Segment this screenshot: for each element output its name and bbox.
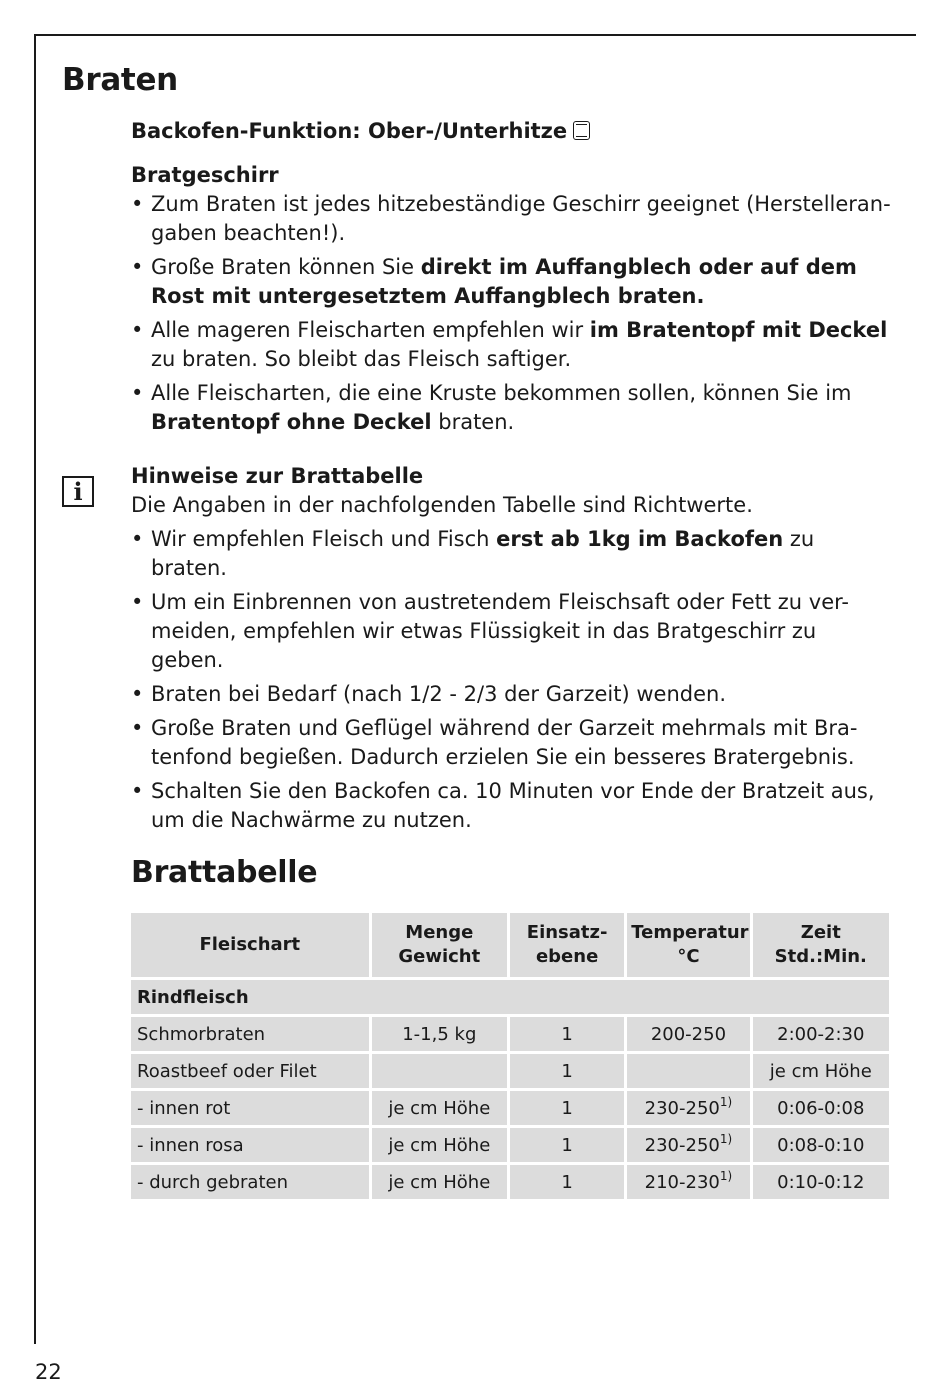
cookware-list <box>131 190 891 437</box>
header-level: Einsatz- ebene <box>510 913 624 977</box>
list-item: • Braten bei Bedarf (nach 1/2 - 2/3 der Garzeit) wenden. <box>131 680 891 709</box>
table-row: Roastbeef oder Filet 1 je cm Höhe <box>131 1054 889 1088</box>
header-temperature: Temperatur °C <box>627 913 749 977</box>
list-item: • Schalten Sie den Backofen ca. 10 Minuten vor Ende der Bratzeit aus, um die Nachwärme zu nutzen. <box>131 777 891 835</box>
frame-top-rule <box>34 34 916 36</box>
header-meat: Fleischart <box>131 913 369 977</box>
footnote-ref: 1) <box>719 1131 733 1146</box>
list-item: • Um ein Einbrennen von austretendem Fleischsaft oder Fett zu ver-meiden, empfehlen wir etwas Flüssigkeit in das Bratgeschirr zu geben. <box>131 588 891 675</box>
table-header-row <box>131 913 889 977</box>
table-row: - innen rosa je cm Höhe 1 230-250$^{1)}$ 0:08-0:10 <box>131 1128 889 1162</box>
table-row: - innen rot je cm Höhe 1 230-250$^{1)}$ 0:06-0:08 <box>131 1091 889 1125</box>
hints-section <box>131 461 891 835</box>
main-content <box>131 116 891 1202</box>
top-bottom-heat-icon <box>573 121 590 140</box>
list-item: • Zum Braten ist jedes hitzebeständige Geschirr geeignet (Herstelleran-gaben beachten!). <box>131 190 891 248</box>
list-item: • Große Braten und Geflügel während der Garzeit mehrmals mit Bra-tenfond begießen. Dadurch erzielen Sie ein besseres Bratergebnis. <box>131 714 891 772</box>
list-item: • Wir empfehlen Fleisch und Fisch erst ab 1kg im Backofen zu braten. <box>131 525 891 583</box>
header-time: Zeit Std.:Min. <box>753 913 889 977</box>
footnote-ref: 1) <box>719 1094 733 1109</box>
oven-function-heading <box>131 116 891 146</box>
hints-intro: Die Angaben in der nachfolgenden Tabelle sind Richtwerte. <box>131 493 753 517</box>
page-title: Braten <box>62 62 178 98</box>
table-title: Brattabelle <box>131 855 318 890</box>
frame-left-rule <box>34 34 36 1344</box>
header-amount: Menge Gewicht <box>372 913 507 977</box>
info-icon: i <box>62 476 94 507</box>
cookware-heading: Bratgeschirr <box>131 163 279 187</box>
list-item: • Alle Fleischarten, die eine Kruste bekommen sollen, können Sie im Bratentopf ohne Deckel braten. <box>131 379 891 437</box>
footnote-ref: 1) <box>719 1168 733 1183</box>
hints-heading: Hinweise zur Brattabelle <box>131 464 424 488</box>
list-item: • Große Braten können Sie direkt im Auffangblech oder auf dem Rost mit untergesetztem Auffangblech braten. <box>131 253 891 311</box>
table-row: - durch gebraten je cm Höhe 1 210-230$^{1)}$ 0:10-0:12 <box>131 1165 889 1199</box>
roasting-table <box>128 910 892 1202</box>
page-number: 22 <box>35 1360 62 1384</box>
group-label: Rindfleisch <box>131 980 889 1014</box>
list-item: • Alle mageren Fleischarten empfehlen wir im Bratentopf mit Deckel zu braten. So bleibt das Fleisch saftiger. <box>131 316 891 374</box>
hints-list <box>131 525 891 835</box>
table-row: Schmorbraten 1-1,5 kg 1 200-250 2:00-2:30 <box>131 1017 889 1051</box>
oven-function-label: Backofen-Funktion: Ober-/Unterhitze <box>131 119 568 143</box>
table-group-row <box>131 980 889 1014</box>
